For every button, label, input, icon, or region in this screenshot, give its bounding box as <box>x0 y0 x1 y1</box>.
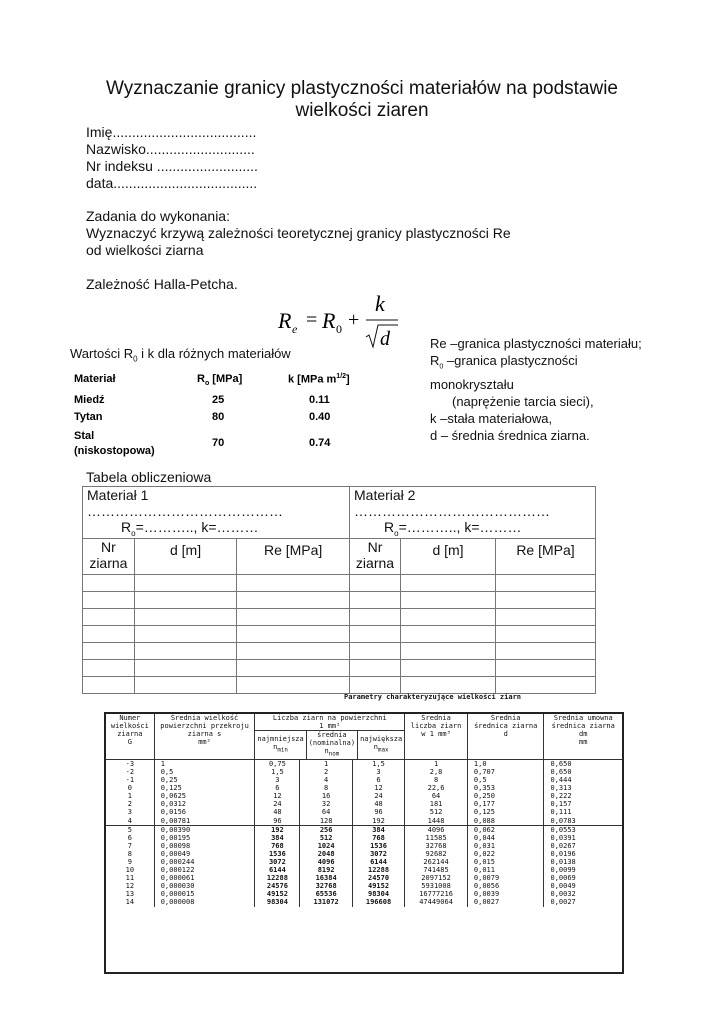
grain-table-cell: 0,0783 <box>550 816 576 825</box>
grain-table-cell: 0,0027 <box>467 898 544 906</box>
task-line-1: Wyznaczyć krzywą zależności teoretycznej granicy plastyczności Re <box>86 225 511 241</box>
grain-table-cell: 14 <box>106 898 154 906</box>
grain-table-row <box>106 800 622 808</box>
calc-empty-row <box>83 609 596 626</box>
grain-table-cell: 2 <box>106 800 154 808</box>
col-nr-2: Nr ziarna <box>350 539 401 575</box>
grain-table-cell: 0,015 <box>467 858 544 866</box>
grain-table-cell: 0,031 <box>467 842 544 850</box>
grain-table-cell: 48 <box>352 800 404 808</box>
grain-table-cell: 0 <box>106 784 154 792</box>
surname-field: Nazwisko............................ <box>86 141 255 157</box>
legend-d: d – średnia średnica ziarna. <box>430 427 590 443</box>
grain-table-cell: 4 <box>106 817 154 826</box>
grain-table-cell: 0,062 <box>467 825 544 834</box>
material-1-header: Materiał 1 …………………………………… $R_o=\dots\dots\dots$.., k=……… <box>83 487 350 539</box>
col-nr-1: Nr ziarna <box>83 539 135 575</box>
grain-table-cell: 1448 <box>405 817 468 826</box>
mat-steel-name-2: (niskostopowa) <box>74 445 155 457</box>
grain-table-cell: 5931008 <box>405 882 468 890</box>
grain-table-cell: 1536 <box>255 850 300 858</box>
grain-table-cell: 0,0056 <box>467 882 544 890</box>
mat-steel-name: Stal <box>74 430 95 442</box>
grain-table-row <box>106 776 622 784</box>
grain-table-cell: 0,222 <box>550 792 572 801</box>
task-line-2: od wielkości ziarna <box>86 242 204 258</box>
grain-table-row <box>106 817 622 826</box>
scan-caption: Parametry charakteryzujące wielkości ziarn <box>344 693 522 701</box>
grain-table-cell: 384 <box>255 834 300 842</box>
grain-table-cell: 0,088 <box>467 817 544 826</box>
grain-table-cell: 9 <box>106 858 154 866</box>
grain-table-cell: 0,177 <box>467 800 544 808</box>
grain-table-cell: 24 <box>255 800 300 808</box>
grain-table-cell: 4096 <box>405 825 468 834</box>
grain-table-cell: 192 <box>255 825 300 834</box>
grain-table-row <box>106 784 622 792</box>
mat-header-r0: $R_o$ [MPa] <box>197 373 243 388</box>
grain-table-cell: 181 <box>405 800 468 808</box>
grain-table-cell: 1 <box>154 759 255 768</box>
calc-empty-row <box>83 575 596 592</box>
grain-table-cell: 0,5 <box>467 776 544 784</box>
grain-table-cell: 96 <box>255 817 300 826</box>
grain-table-cell: 7 <box>106 842 154 850</box>
grain-table-cell: 0,125 <box>467 808 544 816</box>
name-field: Imię..................................... <box>86 124 257 140</box>
mat-steel-k: 0.74 <box>309 437 331 449</box>
grain-table-cell: 768 <box>255 842 300 850</box>
grain-table-cell: 3 <box>106 808 154 816</box>
col-d-2: d [m] <box>401 539 496 575</box>
grain-table-cell: 98304 <box>255 898 300 906</box>
grain-table-cell: 16 <box>300 792 352 800</box>
grain-table-cell: 24576 <box>255 882 300 890</box>
grain-table-cell: 0,0049 <box>550 882 576 891</box>
grain-table-cell: 0,650 <box>550 767 572 776</box>
grain-table-cell: -1 <box>106 776 154 784</box>
calc-empty-row <box>83 643 596 660</box>
grain-table-cell: 0,0069 <box>550 874 576 883</box>
grain-table-cell: 0,0099 <box>550 866 576 875</box>
grain-table-cell: 12288 <box>352 866 404 874</box>
scan-h-count: Liczba ziarn na powierzchni 1 mm² najmniejsza $n_{min}$ średnia (nominalna) $n_{nom}$ największa $n_{max}$ <box>255 714 405 759</box>
title-line-1: Wyznaczanie granicy plastyczności materiałów na podstawie <box>105 78 618 99</box>
grain-table-cell: 3 <box>255 776 300 784</box>
mat-titanium-r0: 80 <box>212 411 225 423</box>
grain-table-cell: 13 <box>106 890 154 898</box>
values-title: Wartości $R_0$ i k dla różnych materiałów <box>70 346 291 364</box>
grain-table-cell: 0,0079 <box>467 874 544 882</box>
grain-table-cell: 0,650 <box>550 759 572 768</box>
grain-table-cell: 0,0391 <box>550 833 576 842</box>
grain-table-cell: 0,00098 <box>154 842 255 850</box>
grain-table-cell: 0,00195 <box>154 834 255 842</box>
grain-table-cell: 0,000244 <box>154 858 255 866</box>
grain-table-cell: 6 <box>255 784 300 792</box>
grain-table-cell: 2 <box>300 768 352 776</box>
grain-table-cell: 0,00390 <box>154 825 255 834</box>
grain-table-cell: 49152 <box>352 882 404 890</box>
grain-table-cell: 0,25 <box>154 776 255 784</box>
grain-table-cell: 11 <box>106 874 154 882</box>
grain-table-cell: 16777216 <box>405 890 468 898</box>
scan-h-num: Numer wielkości ziarna G <box>106 714 154 759</box>
grain-table-cell: 0,0138 <box>550 857 576 866</box>
grain-table-cell: 3072 <box>352 850 404 858</box>
grain-table-cell: 8 <box>300 784 352 792</box>
grain-table-row <box>106 842 622 850</box>
mat-header-material: Materiał <box>74 373 116 385</box>
formula-d: d <box>380 328 390 350</box>
grain-table-cell: -2 <box>106 768 154 776</box>
grain-table-cell: 0,707 <box>467 768 544 776</box>
grain-table-cell: 8192 <box>300 866 352 874</box>
grain-table-cell: 192 <box>352 817 404 826</box>
grain-table-cell: 0,250 <box>467 792 544 800</box>
grain-table-cell: 6144 <box>352 858 404 866</box>
grain-table-row <box>106 874 622 882</box>
grain-table-cell: 4 <box>300 776 352 784</box>
grain-table-cell: 1 <box>300 759 352 768</box>
calc-empty-row <box>83 677 596 694</box>
grain-table-cell: 0,444 <box>550 776 572 785</box>
relation-label: Zależność Halla-Petcha. <box>86 276 238 292</box>
grain-table-cell: 3 <box>352 768 404 776</box>
grain-table-cell: 5 <box>106 825 154 834</box>
grain-table-cell: 3072 <box>255 858 300 866</box>
scan-h-dm: Średnia umowna średnica ziarna dm mm <box>551 714 615 747</box>
grain-table-cell: 96 <box>352 808 404 816</box>
grain-table-cell: 49152 <box>255 890 300 898</box>
legend-monocrystal: monokryształu <box>430 376 514 392</box>
page-title <box>60 78 664 122</box>
grain-table-row <box>106 858 622 866</box>
grain-table-cell: 0,022 <box>467 850 544 858</box>
grain-table-cell: 12 <box>106 882 154 890</box>
grain-table-cell: 0,0032 <box>550 890 576 899</box>
calc-empty-row <box>83 660 596 677</box>
grain-table-cell: 64 <box>405 792 468 800</box>
grain-table-cell: 47449064 <box>405 898 468 906</box>
mat-copper-r0: 25 <box>212 394 225 406</box>
formula-k: k <box>375 292 385 316</box>
grain-table-cell: 11585 <box>405 834 468 842</box>
formula-eq: = <box>306 309 318 331</box>
grain-table-row <box>106 759 622 768</box>
grain-table-cell: 16384 <box>300 874 352 882</box>
legend-friction: (naprężenie tarcia sieci), <box>452 393 594 409</box>
grain-table-cell: 1 <box>106 792 154 800</box>
scan-h-d: Średnia średnica ziarna d <box>467 714 544 759</box>
col-re-1: Re [MPa] <box>237 539 350 575</box>
formula-re: R <box>278 308 292 333</box>
grain-table-cell: 92682 <box>405 850 468 858</box>
grain-table-cell: -3 <box>106 759 154 768</box>
grain-table-cell: 22,6 <box>405 784 468 792</box>
grain-table-cell: 0,00781 <box>154 817 255 826</box>
grain-table-cell: 0,125 <box>154 784 255 792</box>
mat-steel-r0: 70 <box>212 437 225 449</box>
grain-table-cell: 1,5 <box>255 768 300 776</box>
grain-table-row <box>106 890 622 898</box>
grain-table-row <box>106 834 622 842</box>
grain-table-cell: 0,353 <box>467 784 544 792</box>
mat-titanium-k: 0.40 <box>309 411 331 423</box>
grain-table-cell: 741485 <box>405 866 468 874</box>
grain-table-cell: 256 <box>300 825 352 834</box>
grain-table-cell: 0,0553 <box>550 825 576 834</box>
scan-h-vol: Średnia liczba ziarn w 1 mm³ <box>405 714 468 759</box>
grain-size-table <box>104 712 624 974</box>
grain-table-cell: 32768 <box>300 882 352 890</box>
grain-table-cell: 0,5 <box>154 768 255 776</box>
mat-titanium-name: Tytan <box>74 411 103 423</box>
task-heading: Zadania do wykonania: <box>86 208 230 224</box>
col-re-2: Re [MPa] <box>496 539 596 575</box>
hall-petch-formula <box>270 292 420 352</box>
grain-table-cell: 48 <box>255 808 300 816</box>
mat-copper-k: 0.11 <box>309 394 330 406</box>
grain-table-row <box>106 866 622 874</box>
formula-legend <box>430 335 642 444</box>
grain-table-cell: 128 <box>300 817 352 826</box>
grain-table-cell: 0,044 <box>467 834 544 842</box>
grain-table-cell: 4096 <box>300 858 352 866</box>
grain-table-row <box>106 898 622 906</box>
grain-table-cell: 0,157 <box>550 800 572 809</box>
mat-copper-name: Miedź <box>74 394 105 406</box>
grain-table-cell: 8 <box>405 776 468 784</box>
grain-table-cell: 2048 <box>300 850 352 858</box>
grain-table-cell: 12 <box>352 784 404 792</box>
grain-table-cell: 8 <box>106 850 154 858</box>
grain-table-cell: 2097152 <box>405 874 468 882</box>
grain-table-cell: 0,000015 <box>154 890 255 898</box>
calc-empty-row <box>83 626 596 643</box>
grain-table-cell: 0,0039 <box>467 890 544 898</box>
grain-table-cell: 196608 <box>352 898 404 906</box>
grain-table-cell: 0,0267 <box>550 841 576 850</box>
legend-re: Re –granica plastyczności materiału; <box>430 336 642 351</box>
grain-table-cell: 0,0196 <box>550 849 576 858</box>
grain-table-cell: 6 <box>352 776 404 784</box>
grain-table-row <box>106 825 622 834</box>
calculation-table <box>82 486 596 694</box>
formula-e: e <box>292 322 298 336</box>
grain-table-cell: 0,000122 <box>154 866 255 874</box>
grain-table-cell: 6144 <box>255 866 300 874</box>
grain-table-cell: 2,8 <box>405 768 468 776</box>
grain-table-cell: 0,0156 <box>154 808 255 816</box>
grain-table-cell: 0,111 <box>550 808 572 817</box>
grain-table-row <box>106 792 622 800</box>
grain-table-cell: 512 <box>405 808 468 816</box>
grain-table-cell: 0,000061 <box>154 874 255 882</box>
grain-table-cell: 1 <box>405 759 468 768</box>
grain-table-cell: 1024 <box>300 842 352 850</box>
grain-table-cell: 384 <box>352 825 404 834</box>
mat-header-k: k [MPa $m^{1/2}$] <box>288 373 350 386</box>
grain-table-cell: 12 <box>255 792 300 800</box>
grain-table-cell: 0,000030 <box>154 882 255 890</box>
grain-table-cell: 6 <box>106 834 154 842</box>
scan-h-area: Średnia wielkość powierzchni przekroju ziarna s mm² <box>154 714 255 759</box>
grain-table-cell: 32768 <box>405 842 468 850</box>
grain-table-cell: 512 <box>300 834 352 842</box>
col-d-1: d [m] <box>134 539 237 575</box>
formula-plus: + <box>348 309 360 331</box>
index-field: Nr indeksu .......................... <box>86 158 258 174</box>
grain-table-cell: 768 <box>352 834 404 842</box>
grain-table-cell: 262144 <box>405 858 468 866</box>
grain-table-cell: 1,0 <box>467 759 544 768</box>
grain-table-cell: 0,000008 <box>154 898 255 906</box>
grain-table-cell: 12288 <box>255 874 300 882</box>
legend-r0: $R_0$ –granica plastyczności <box>430 353 578 371</box>
grain-table-cell: 0,0312 <box>154 800 255 808</box>
grain-table-cell: 0,0625 <box>154 792 255 800</box>
grain-table-row <box>106 768 622 776</box>
grain-table-cell: 0,011 <box>467 866 544 874</box>
grain-table-cell: 98304 <box>352 890 404 898</box>
grain-table-cell: 65536 <box>300 890 352 898</box>
calc-table-caption: Tabela obliczeniowa <box>86 469 212 485</box>
formula-zero: 0 <box>336 322 342 336</box>
grain-table-cell: 0,75 <box>255 759 300 768</box>
grain-table-cell: 1536 <box>352 842 404 850</box>
grain-table-cell: 131072 <box>300 898 352 906</box>
grain-table-cell: 0,00049 <box>154 850 255 858</box>
grain-table-cell: 32 <box>300 800 352 808</box>
grain-table-cell: 24570 <box>352 874 404 882</box>
material-2-header: Materiał 2 …………………………………… $R_o=\dots\dots\dots$.., k=……… <box>350 487 596 539</box>
grain-table-cell: 0,0027 <box>550 898 576 907</box>
grain-table-cell: 1,5 <box>352 759 404 768</box>
title-line-2: wielkości ziaren <box>295 100 429 121</box>
grain-table-cell: 10 <box>106 866 154 874</box>
date-field: data..................................... <box>86 175 258 191</box>
grain-table-row <box>106 882 622 890</box>
formula-r0: R <box>322 308 336 333</box>
grain-table-row <box>106 808 622 816</box>
legend-k: k –stała materiałowa, <box>430 410 553 426</box>
calc-empty-row <box>83 592 596 609</box>
grain-table-cell: 24 <box>352 792 404 800</box>
grain-table-cell: 0,313 <box>550 784 572 793</box>
grain-table-row <box>106 850 622 858</box>
grain-table-cell: 64 <box>300 808 352 816</box>
